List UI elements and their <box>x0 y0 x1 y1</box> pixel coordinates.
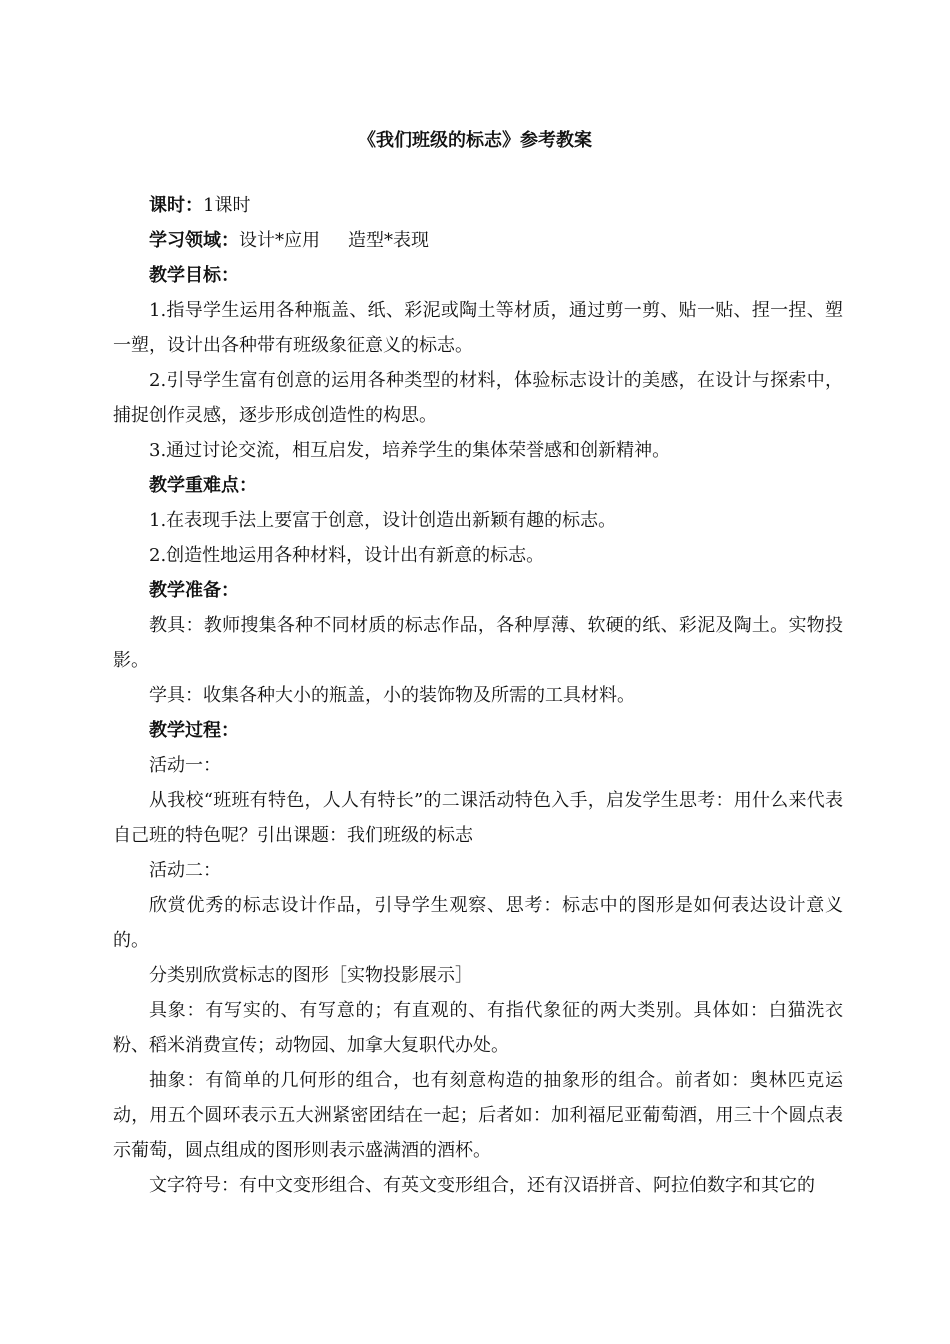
prep-item: 教具：教师搜集各种不同材质的标志作品，各种厚薄、软硬的纸、彩泥及陶土。实物投影。 <box>113 615 843 671</box>
document-body <box>113 188 843 1203</box>
process-item: 活动二： <box>149 860 221 881</box>
process-item: 具象：有写实的、有写意的；有直观的、有指代象征的两大类别。具体如：白猫洗衣粉、稻米消费宣传；动物园、加拿大复职代办处。 <box>113 1000 843 1056</box>
goal-item: 2.引导学生富有创意的运用各种类型的材料，体验标志设计的美感，在设计与探索中，捕捉创作灵感，逐步形成创造性的构思。 <box>113 370 843 426</box>
area-value-1: 设计*应用 <box>239 230 320 251</box>
process-item: 文字符号：有中文变形组合、有英文变形组合，还有汉语拼音、阿拉伯数字和其它的 <box>149 1175 815 1196</box>
area-line <box>113 223 843 258</box>
period-label: 课时： <box>149 195 203 216</box>
prep-heading: 教学准备： <box>149 580 239 601</box>
goal-item: 3.通过讨论交流，相互启发，培养学生的集体荣誉感和创新精神。 <box>149 440 671 461</box>
goal-item: 1.指导学生运用各种瓶盖、纸、彩泥或陶土等材质，通过剪一剪、贴一贴、捏一捏、塑一塑，设计出各种带有班级象征意义的标志。 <box>113 300 843 356</box>
process-item: 分类别欣赏标志的图形［实物投影展示］ <box>149 965 473 986</box>
process-item: 欣赏优秀的标志设计作品，引导学生观察、思考：标志中的图形是如何表达设计意义的。 <box>113 895 843 951</box>
process-item: 活动一： <box>149 755 221 776</box>
document-title: 《我们班级的标志》参考教案 <box>358 130 592 151</box>
keypoint-item: 2.创造性地运用各种材料，设计出有新意的标志。 <box>149 545 545 566</box>
area-label: 学习领域： <box>149 230 239 251</box>
process-item: 抽象：有简单的几何形的组合，也有刻意构造的抽象形的组合。前者如：奥林匹克运动，用五个圆环表示五大洲紧密团结在一起；后者如：加利福尼亚葡萄酒，用三十个圆点表示葡萄，圆点组成的图形则表示盛满酒的酒杯。 <box>113 1070 843 1161</box>
area-value-2: 造型*表现 <box>348 230 429 251</box>
period-line <box>113 188 843 223</box>
process-item: 从我校“班班有特色，人人有特长”的二课活动特色入手，启发学生思考：用什么来代表自己班的特色呢？引出课题：我们班级的标志 <box>113 790 843 846</box>
goals-heading: 教学目标： <box>149 265 239 286</box>
process-heading: 教学过程： <box>149 720 239 741</box>
prep-item: 学具：收集各种大小的瓶盖，小的装饰物及所需的工具材料。 <box>149 685 635 706</box>
period-value: 1课时 <box>203 195 251 216</box>
keypoint-item: 1.在表现手法上要富于创意，设计创造出新颖有趣的标志。 <box>149 510 617 531</box>
keypoints-heading: 教学重难点： <box>149 475 257 496</box>
